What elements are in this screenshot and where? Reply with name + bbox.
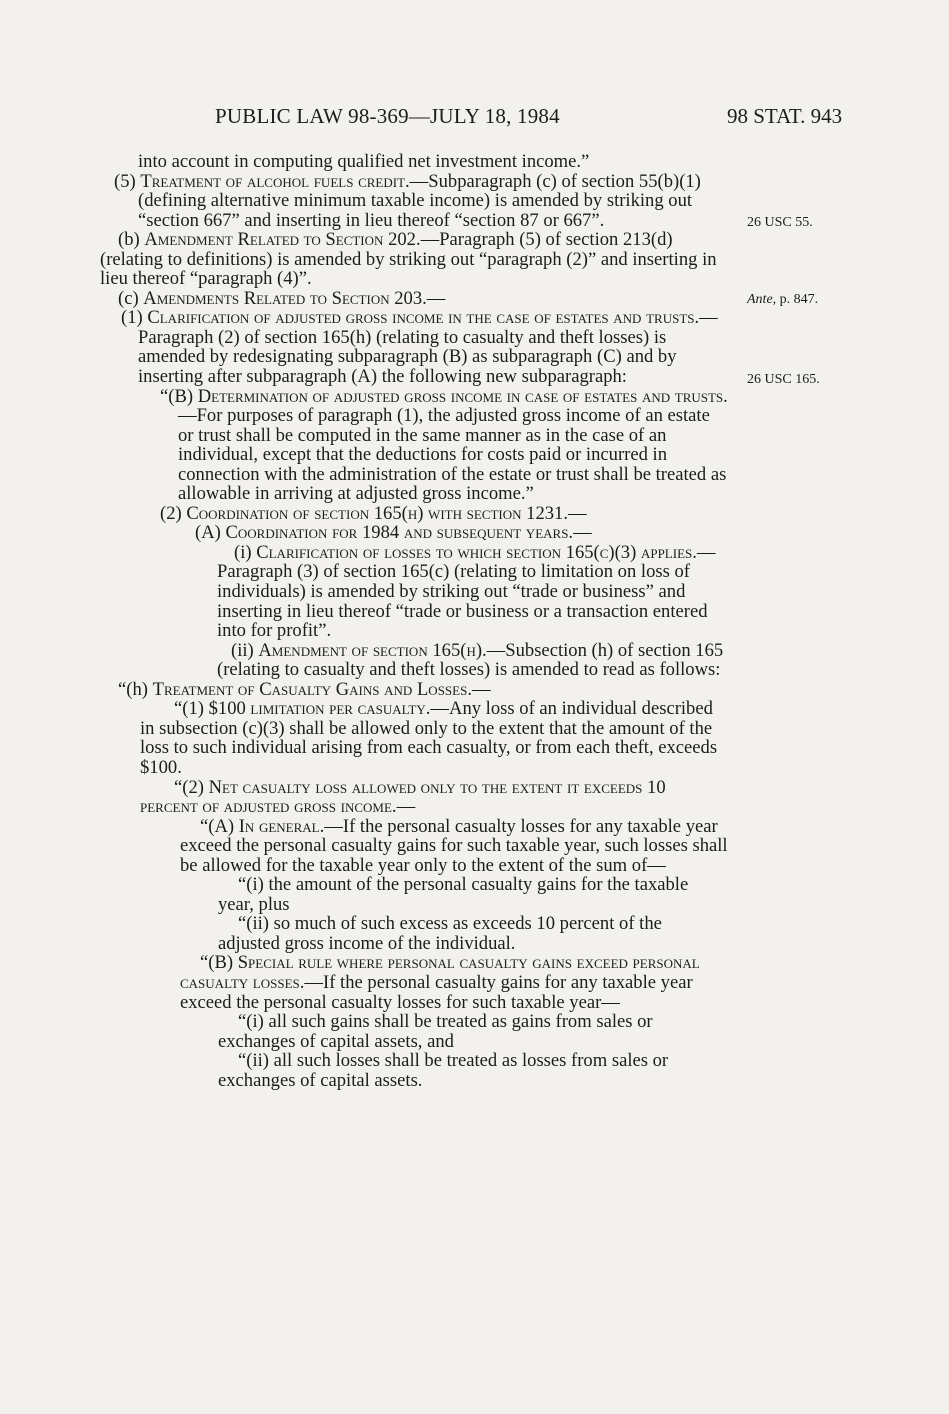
para-heading: Coordination for 1984 and subsequent years. xyxy=(225,522,574,544)
running-head-title: PUBLIC LAW 98-369—JULY 18, 1984 xyxy=(215,104,560,128)
clause-ii-amendment xyxy=(100,641,728,680)
para-number: “(A) xyxy=(200,815,235,837)
para-text: — xyxy=(396,796,416,818)
para-text: — xyxy=(573,522,592,544)
margin-note-26-usc-55: 26 USC 55. xyxy=(747,215,813,230)
para-heading: Special rule where personal casualty gains exceed personal casualty losses. xyxy=(180,952,700,993)
subparagraph-a-in-general xyxy=(100,817,728,876)
para-text: —If the personal casualty gains for any taxable year exceed the personal casualty losses for such taxable year— xyxy=(180,971,693,1013)
margin-note-ante xyxy=(747,292,818,308)
para-number: (2) xyxy=(160,502,182,524)
clause-i-personal-gains: “(i) the amount of the personal casualty gains for the taxable year, plus xyxy=(218,874,689,915)
paragraph-1-clarification xyxy=(100,308,728,386)
para-number: (A) xyxy=(195,522,221,544)
para-number: (ii) xyxy=(231,639,254,661)
para-heading: Coordination of section 165(h) with section 1231. xyxy=(186,502,569,524)
para-number: (b) xyxy=(118,229,140,251)
para-heading: Amendment of section 165(h). xyxy=(258,639,487,661)
clause-ii-excess: “(ii) so much of such excess as exceeds 10 percent of the adjusted gross income of the individual. xyxy=(218,913,662,954)
subparagraph-b-determination xyxy=(100,387,728,504)
para-heading: Net casualty loss allowed only to the extent it exceeds 10 percent of adjusted gross income. xyxy=(140,776,666,818)
paragraph-1-100-limitation xyxy=(100,699,728,777)
para-text: —For purposes of paragraph (1), the adjusted gross income of an estate or trust shall be computed in the same manner as in the case of an individual, except that the deductions for costs paid or incurred in connection with the administration of the estate or trust shall be treated as allowable in arriving at adjusted gross income.” xyxy=(178,405,727,505)
statute-page-number: 98 STAT. 943 xyxy=(727,104,843,128)
subsection-b-section-202 xyxy=(100,230,728,289)
para-heading: Clarification of losses to which section 165(c)(3) applies. xyxy=(256,541,697,563)
para-heading: Clarification of adjusted gross income in the case of estates and trusts. xyxy=(147,307,700,329)
para-text: —Paragraph (3) of section 165(c) (relating to limitation on loss of individuals) is amended by striking out “trade or business” and inserting in lieu thereof “trade or business or a transaction entered into for profit”. xyxy=(217,541,716,642)
para-text: — xyxy=(568,502,587,524)
para-heading: Treatment of Casualty Gains and Losses. xyxy=(152,678,472,700)
para-text: — xyxy=(471,678,491,700)
para-text: —Subsection (h) of section 165 (relating to casualty and theft losses) is amended to read as follows: xyxy=(217,639,724,681)
para-heading: Treatment of alcohol fuels credit. xyxy=(140,170,410,192)
paragraph-2-net-casualty-loss xyxy=(100,778,728,817)
subsection-c-section-203 xyxy=(100,289,728,309)
paragraph-5-alcohol-fuels xyxy=(100,172,728,231)
para-heading: Amendment Related to Section 202. xyxy=(144,229,421,251)
para-number: “(1) xyxy=(174,698,204,720)
subparagraph-a-coordination xyxy=(100,523,728,543)
para-number: “(2) xyxy=(174,776,204,798)
para-number: (c) xyxy=(118,287,139,309)
clause-i-clarification xyxy=(100,543,728,641)
para-number: “(B) xyxy=(200,952,234,974)
para-text: —Paragraph (2) of section 165(h) (relating to casualty and theft losses) is amended by redesignating subparagraph (B) as subparagraph (C) and by inserting after subparagraph (A) the following new subparagraph: xyxy=(138,307,718,388)
para-text: —Paragraph (5) of section 213(d) (relating to definitions) is amended by striking out “paragraph (2)” and inserting in lieu thereof “paragraph (4)”. xyxy=(100,229,717,290)
margin-note-ante-label: Ante, xyxy=(747,292,777,307)
para-text: —If the personal casualty losses for any taxable year exceed the personal casualty gains for such taxable year, such losses shall be allowed for the taxable year only to the extent of the sum of— xyxy=(180,815,728,876)
clause-i-gains-capital: “(i) all such gains shall be treated as gains from sales or exchanges of capital assets, and xyxy=(218,1011,653,1052)
para-text: —Subparagraph (c) of section 55(b)(1) (defining alternative minimum taxable income) is amended by striking out “section 667” and inserting in lieu thereof “section 87 or 667”. xyxy=(138,170,701,231)
para-number: (i) xyxy=(234,541,252,563)
para-number: “(B) xyxy=(160,385,194,407)
para-heading: $100 limitation per casualty. xyxy=(208,698,431,720)
statute-body xyxy=(100,152,728,1090)
para-number: (5) xyxy=(114,170,136,192)
para-text: — xyxy=(426,287,446,309)
subparagraph-b-special-rule xyxy=(100,953,728,1012)
margin-note-26-usc-165: 26 USC 165. xyxy=(747,372,820,387)
margin-note-ante-page: p. 847. xyxy=(779,292,819,307)
paragraph-2-coordination xyxy=(100,504,728,524)
clause-ii-losses-capital: “(ii) all such losses shall be treated as losses from sales or exchanges of capital assets. xyxy=(218,1050,669,1091)
para-text: —Any loss of an individual described in subsection (c)(3) shall be allowed only to the extent that the amount of the loss to such individual arising from each casualty, or from each theft, exceeds $100. xyxy=(140,698,718,778)
para-heading: Determination of adjusted gross income in case of estates and trusts. xyxy=(197,385,728,407)
paragraph-continuation: into account in computing qualified net investment income.” xyxy=(138,151,590,172)
para-number: “(h) xyxy=(118,678,148,700)
para-heading: Amendments Related to Section 203. xyxy=(143,287,427,309)
para-number: (1) xyxy=(121,307,143,329)
subsection-h-treatment xyxy=(100,680,728,700)
para-heading: In general. xyxy=(238,815,325,837)
